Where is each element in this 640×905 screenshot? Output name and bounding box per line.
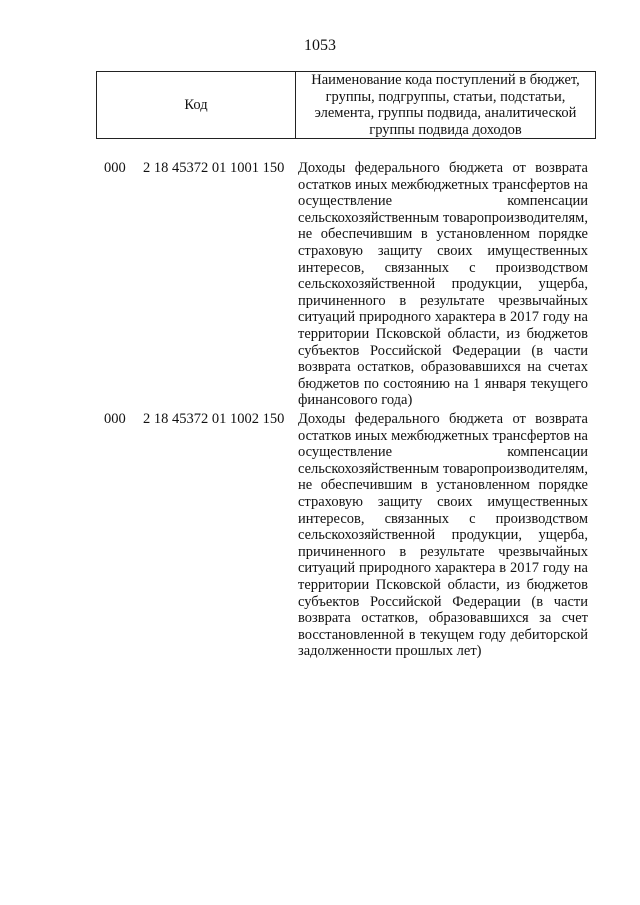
- income-description: [298, 160, 588, 409]
- admin-code: 000: [104, 160, 126, 176]
- description-text: остатков иных межбюджетных трансфертов на осуществление компенсации сельскохозяйственным товаропроизводителям, не обеспечившим в установленном порядке страховую защиту своих имущественных интересов, связанных с производством сельскохозяйственной продукции, ущерба, причиненного в результате чрезвычайных ситуаций природного характера в 2017 году на территории Псковской области, из бюджетов субъектов Российской Федерации (в части возврата остатков, образовавшихся за счет восстановленной в текущем году дебиторской задолженности прошлых лет): [298, 427, 588, 660]
- table-header: [96, 71, 596, 139]
- description-first-line: Доходы федерального бюджета от возврата: [298, 411, 588, 427]
- description-text: остатков иных межбюджетных трансфертов на осуществление компенсации сельскохозяйственным товаропроизводителям, не обеспечившим в установленном порядке страховую защиту своих имущественных интересов, связанных с производством сельскохозяйственной продукции, ущерба, причиненного в результате чрезвычайных ситуаций природного характера в 2017 году на территории Псковской области, из бюджетов субъектов Российской Федерации (в части возврата остатков, образовавшихся на счетах бюджетов по состоянию на 1 января текущего финансового года): [298, 176, 588, 409]
- description-first-line: Доходы федерального бюджета от возврата: [298, 160, 588, 176]
- header-name-cell: Наименование кода поступлений в бюджет, группы, подгруппы, статьи, подстатьи, элемента, группы подвида, аналитической группы подвида доходов: [311, 72, 580, 138]
- header-code-cell: Код: [97, 72, 296, 138]
- page-number: 1053: [304, 37, 336, 54]
- income-code: 2 18 45372 01 1002 150: [143, 411, 285, 427]
- admin-code: 000: [104, 411, 126, 427]
- income-description: [298, 411, 588, 660]
- income-code: 2 18 45372 01 1001 150: [143, 160, 285, 176]
